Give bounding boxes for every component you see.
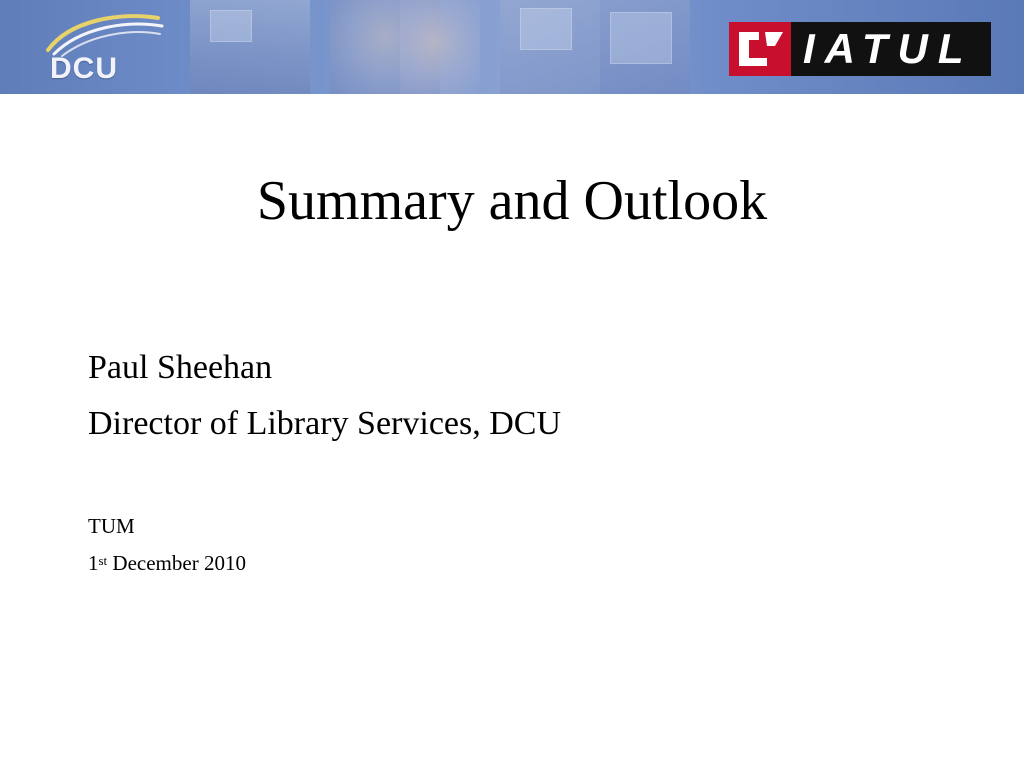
venue-block xyxy=(88,512,246,586)
author-name: Paul Sheehan xyxy=(88,349,273,386)
presentation-date xyxy=(88,549,246,577)
author-block xyxy=(88,346,561,458)
banner-photo-detail xyxy=(610,12,672,64)
banner-photo xyxy=(400,0,480,94)
slide-title: Summary and Outlook xyxy=(256,170,768,232)
banner-photo-detail xyxy=(210,10,252,42)
date-day: 1 xyxy=(88,551,99,575)
banner-photo-detail xyxy=(520,8,572,50)
dcu-logo-text: DCU xyxy=(50,52,118,85)
iatul-logo-text: IATUL xyxy=(803,25,974,72)
date-rest: December 2010 xyxy=(107,551,246,575)
date-ordinal: st xyxy=(98,553,108,568)
iatul-mark-icon xyxy=(729,22,791,76)
venue-name: TUM xyxy=(88,514,135,538)
dcu-logo xyxy=(40,10,170,85)
iatul-logo xyxy=(729,22,991,76)
header-banner xyxy=(0,0,1024,94)
author-position: Director of Library Services, DCU xyxy=(88,405,562,442)
